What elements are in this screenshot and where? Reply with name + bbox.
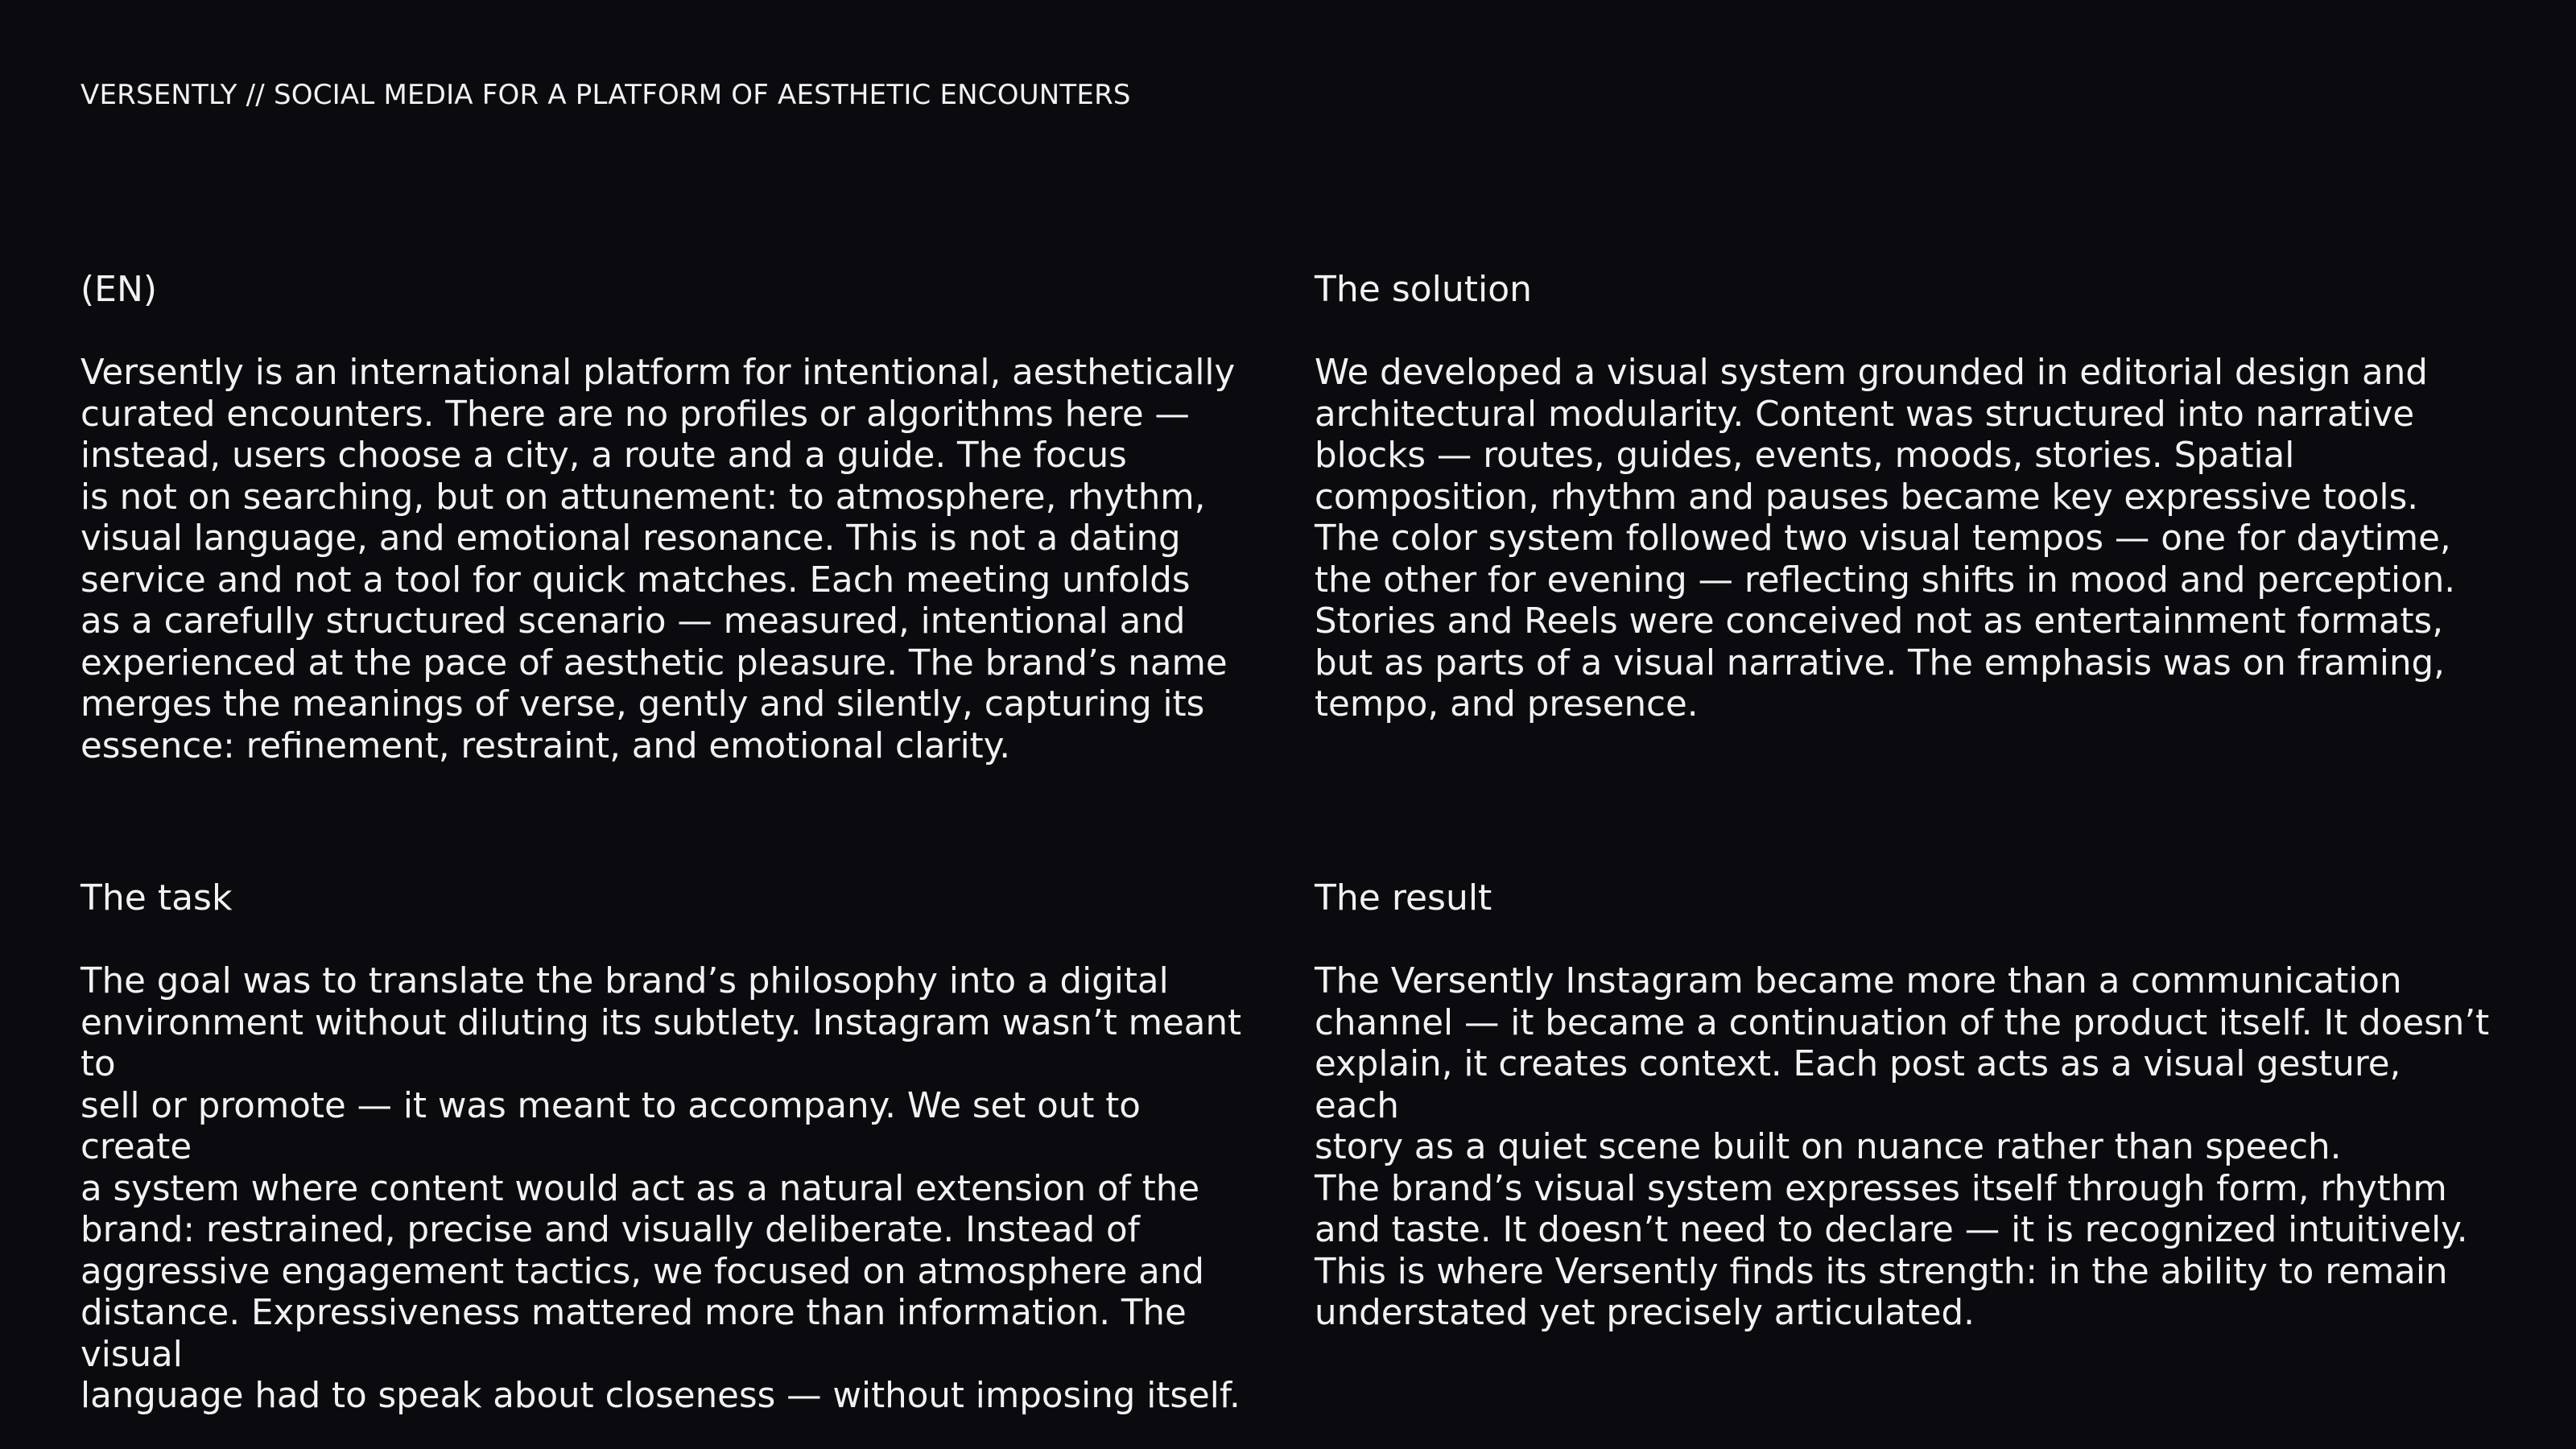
task-heading: The task [80, 877, 233, 919]
result-body: The Versently Instagram became more than a communication channel — it became a continuation of the product itself. It doesn’t explain, it creates context. Each post acts as a visual gesture, each story as a quiet scene built on nuance rather than speech. The brand’s visual system expresses itself through form, rhythm and taste. It doesn’t need to declare — it is recognized intuitively. This is where Versently finds its strength: in the ability to remain understated yet precisely articulated. [1315, 961, 2490, 1333]
task-body: The goal was to translate the brand’s philosophy into a digital environment without diluting its subtlety. Instagram wasn’t meant to sell or promote — it was meant to accompany. We set out to create a system where content would act as a natural extension of the brand: restrained, precise and visually deliberate. Instead of aggressive engagement tactics, we focused on atmosphere and distance. Expressiveness mattered more than information. The visual language had to speak about closeness — without imposing itself. [80, 961, 1242, 1416]
result-section [1315, 877, 2490, 1335]
page-title: VERSENTLY // SOCIAL MEDIA FOR A PLATFORM OF AESTHETIC ENCOUNTERS [80, 79, 1131, 111]
intro-body: Versently is an international platform for intentional, aesthetically curated encounters. There are no profiles or algorithms here — instead, users choose a city, a route and a guide. The focus is not on searching, but on attunement: to atmosphere, rhythm, visual language, and emotional resonance. This is not a dating service and not a tool for quick matches. Each meeting unfolds as a carefully structured scenario — measured, intentional and experienced at the pace of aesthetic pleasure. The brand’s name merges the meanings of verse, gently and silently, capturing its essence: refinement, restraint, and emotional clarity. [80, 353, 1236, 766]
solution-heading: The solution [1315, 269, 1533, 310]
solution-body: We developed a visual system grounded in editorial design and architectural modularity. Content was structured into narrative blocks — routes, guides, events, moods, stories. Spatial composition, rhythm and pauses became key expressive tools. The color system followed two visual tempos — one for daytime, the other for evening — reflecting shifts in mood and perception. Stories and Reels were conceived not as entertainment formats, but as parts of a visual narrative. The emphasis was on framing, tempo, and presence. [1315, 353, 2456, 724]
solution-section [1315, 269, 2490, 726]
result-heading: The result [1315, 877, 1492, 919]
task-section [80, 877, 1256, 1418]
intro-heading: (EN) [80, 269, 158, 310]
intro-section [80, 269, 1256, 767]
